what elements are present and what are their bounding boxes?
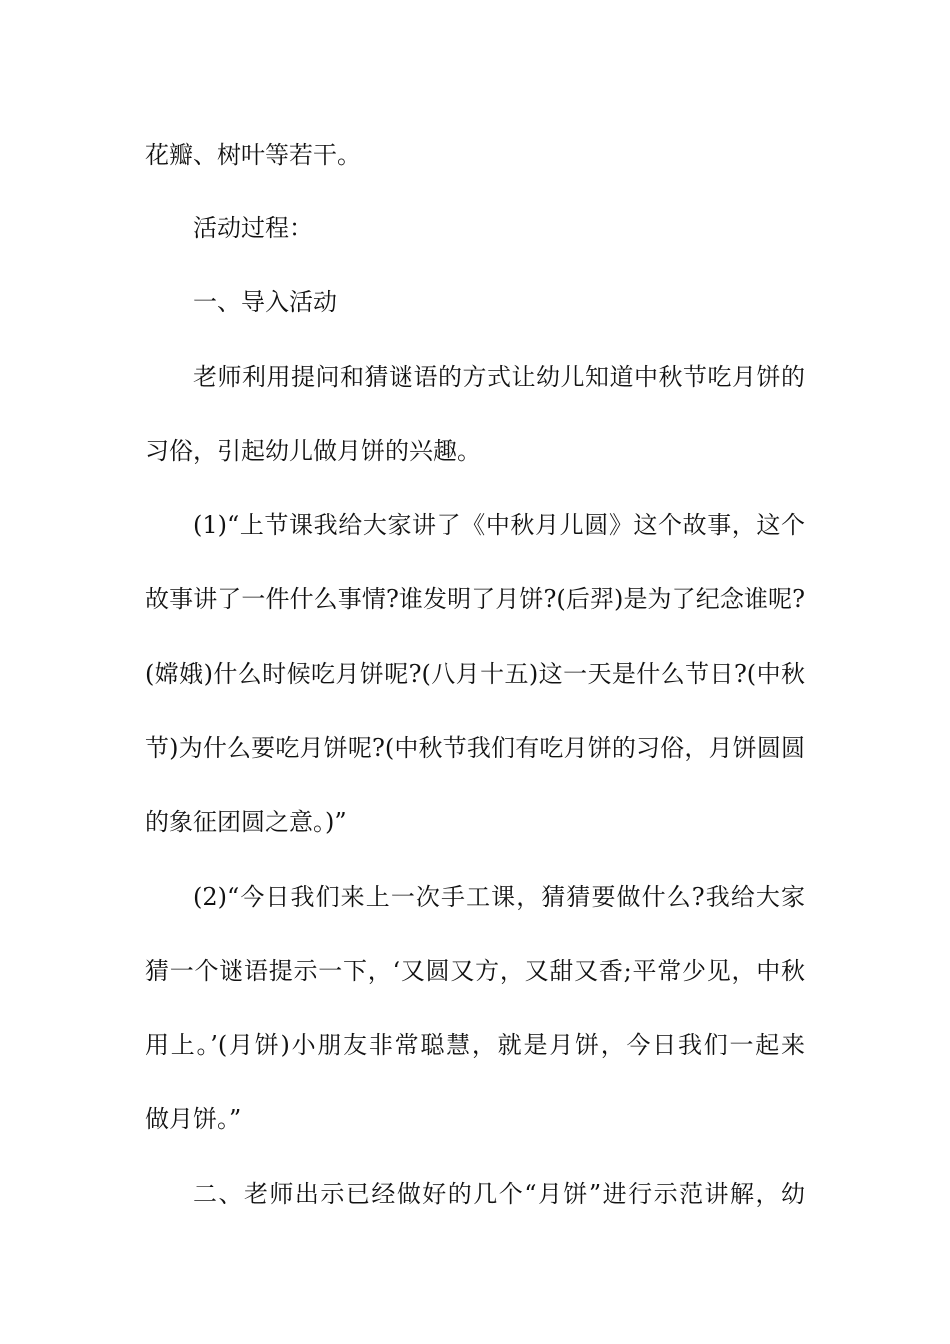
- heading-introduction: 一、导入活动: [193, 288, 337, 316]
- paragraph-line: 做月饼。”: [145, 1105, 242, 1133]
- text-line-materials: 花瓣、树叶等若干。: [145, 141, 361, 169]
- paragraph-line: (嫦娥)什么时候吃月饼呢?(八月十五)这一天是什么节日?(中秋: [145, 660, 805, 688]
- paragraph-line: 节)为什么要吃月饼呢?(中秋节我们有吃月饼的习俗，月饼圆圆: [145, 734, 805, 762]
- paragraph-line: (2)“今日我们来上一次手工课，猜猜要做什么?我给大家: [193, 883, 805, 911]
- paragraph-line: 的象征团圆之意。)”: [145, 808, 347, 836]
- paragraph-line: 老师利用提问和猜谜语的方式让幼儿知道中秋节吃月饼的: [193, 363, 805, 391]
- section-label-activity-process: 活动过程：: [193, 214, 313, 242]
- paragraph-line: 用上。’(月饼)小朋友非常聪慧，就是月饼，今日我们一起来: [145, 1031, 805, 1059]
- paragraph-line: (1)“上节课我给大家讲了《中秋月儿圆》这个故事，这个: [193, 511, 805, 539]
- paragraph-line: 故事讲了一件什么事情?谁发明了月饼?(后羿)是为了纪念谁呢?: [145, 585, 805, 613]
- heading-demonstration: 二、老师出示已经做好的几个“月饼”进行示范讲解，幼: [193, 1180, 805, 1208]
- paragraph-line: 猜一个谜语提示一下，‘又圆又方，又甜又香;平常少见，中秋: [145, 957, 805, 985]
- paragraph-line: 习俗，引起幼儿做月饼的兴趣。: [145, 437, 481, 465]
